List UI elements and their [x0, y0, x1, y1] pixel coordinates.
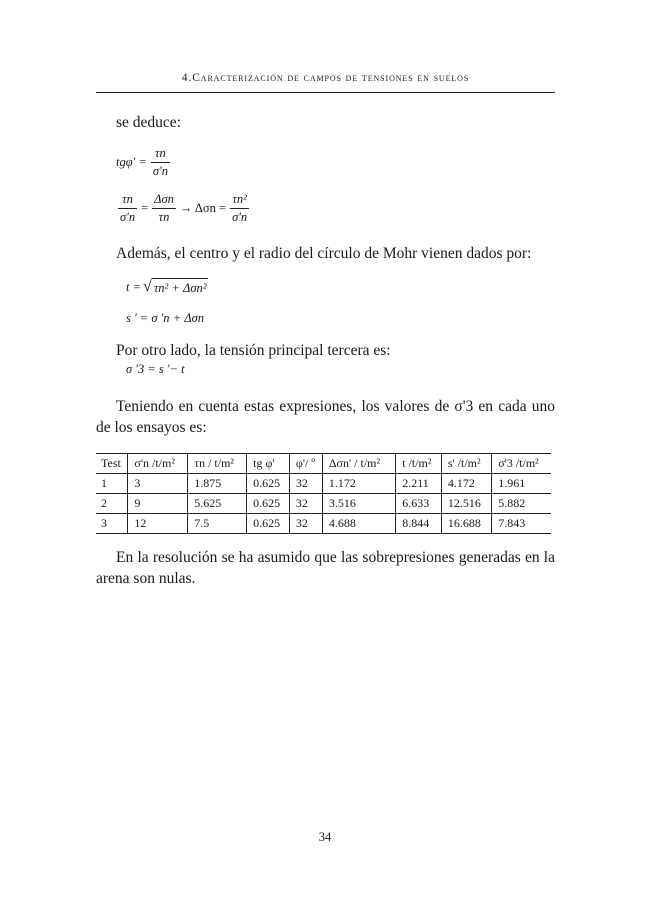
- table-cell: 7.843: [492, 514, 551, 534]
- table-cell: 4.688: [322, 514, 395, 534]
- eq3-lhs: t =: [126, 279, 142, 294]
- paragraph-final: En la resolución se ha asumido que las sobrepresiones generadas en la arena son nulas.: [96, 549, 555, 587]
- header-tg-phi: tg φ': [247, 454, 290, 474]
- table-cell: 9: [128, 494, 188, 514]
- eq2-f2-denominator: τn: [158, 210, 170, 224]
- radical-sign: √: [143, 278, 152, 295]
- table-cell: 1: [101, 476, 107, 490]
- equation-radius: [126, 278, 208, 296]
- header-phi: φ'/ º: [289, 454, 322, 474]
- eq1-denominator: σ'n: [152, 164, 168, 178]
- paragraph-expresiones: Teniendo en cuenta estas expresiones, los valores de σ'3 en cada uno de los ensayos es:: [96, 398, 555, 436]
- table-cell: 4.172: [441, 474, 491, 494]
- table-cell: 0.625: [247, 494, 290, 514]
- eq2-f1-numerator: τn: [118, 192, 137, 209]
- eq2-fraction-3: [230, 192, 249, 225]
- eq1-lhs: tgφ' =: [116, 155, 147, 169]
- table-cell: 3: [101, 516, 107, 530]
- header-delta-sigma: Δσn' / t/m²: [322, 454, 395, 474]
- table-cell: 8.844: [396, 514, 442, 534]
- table-cell: 3.516: [322, 494, 395, 514]
- table-cell: 32: [289, 494, 322, 514]
- table-cell: 32: [289, 514, 322, 534]
- intro-text: se deduce:: [116, 114, 181, 131]
- table-cell: 1.961: [492, 474, 551, 494]
- eq2-fraction-2: [152, 192, 176, 225]
- header-rule: [96, 92, 555, 93]
- eq2-fraction-1: [118, 192, 137, 225]
- table-cell: 1.172: [322, 474, 395, 494]
- eq2-f3-denominator: σ'n: [232, 210, 248, 224]
- table-header-row: [96, 454, 551, 474]
- table-cell: 5.625: [188, 494, 247, 514]
- table-cell: 32: [289, 474, 322, 494]
- header-s: s' /t/m²: [441, 454, 491, 474]
- header-tau-n: τn / t/m²: [188, 454, 247, 474]
- results-table: [96, 453, 551, 534]
- paragraph-principal: Por otro lado, la tensión principal tercera es:: [116, 342, 391, 359]
- eq2-f3-numerator: τn²: [230, 192, 249, 209]
- table-row: [96, 474, 551, 494]
- paragraph-mohr: Además, el centro y el radio del círculo de Mohr vienen dados por:: [116, 245, 532, 262]
- table-cell: 7.5: [188, 514, 247, 534]
- header-test: Test: [101, 456, 121, 470]
- eq2-f1-denominator: σ'n: [120, 210, 136, 224]
- table-cell: 16.688: [441, 514, 491, 534]
- table-cell: 2.211: [396, 474, 442, 494]
- eq2-arrow: → Δσn =: [179, 201, 227, 215]
- table-cell: 12.516: [441, 494, 491, 514]
- eq1-numerator: τn: [151, 146, 170, 163]
- table-cell: 6.633: [396, 494, 442, 514]
- eq3-radicand: τn² + Δσn²: [152, 278, 209, 296]
- table-row: [96, 514, 551, 534]
- eq1-fraction: [151, 146, 170, 179]
- table-cell: 12: [128, 514, 188, 534]
- equation-delta-sigma: [116, 192, 251, 225]
- header-sigma3: σ'3 /t/m²: [492, 454, 551, 474]
- table-cell: 1.875: [188, 474, 247, 494]
- table-cell: 5.882: [492, 494, 551, 514]
- eq2-equals: =: [141, 201, 149, 215]
- eq2-f2-numerator: Δσn: [152, 192, 176, 209]
- equation-tan-phi: [116, 146, 172, 179]
- header-sigma-n: σ'n /t/m²: [128, 454, 188, 474]
- table-cell: 0.625: [247, 514, 290, 534]
- running-header: 4.Caracterización de campos de tensiones en suelos: [181, 72, 470, 84]
- square-root: [143, 278, 208, 296]
- table-row: [96, 494, 551, 514]
- equation-sigma3: σ '3 = s '− t: [126, 362, 185, 376]
- table-cell: 3: [128, 474, 188, 494]
- table-cell: 2: [101, 496, 107, 510]
- equation-center: s ' = σ 'n + Δσn: [126, 311, 204, 325]
- page-number: 34: [318, 830, 332, 844]
- header-t: t /t/m²: [396, 454, 442, 474]
- table-cell: 0.625: [247, 474, 290, 494]
